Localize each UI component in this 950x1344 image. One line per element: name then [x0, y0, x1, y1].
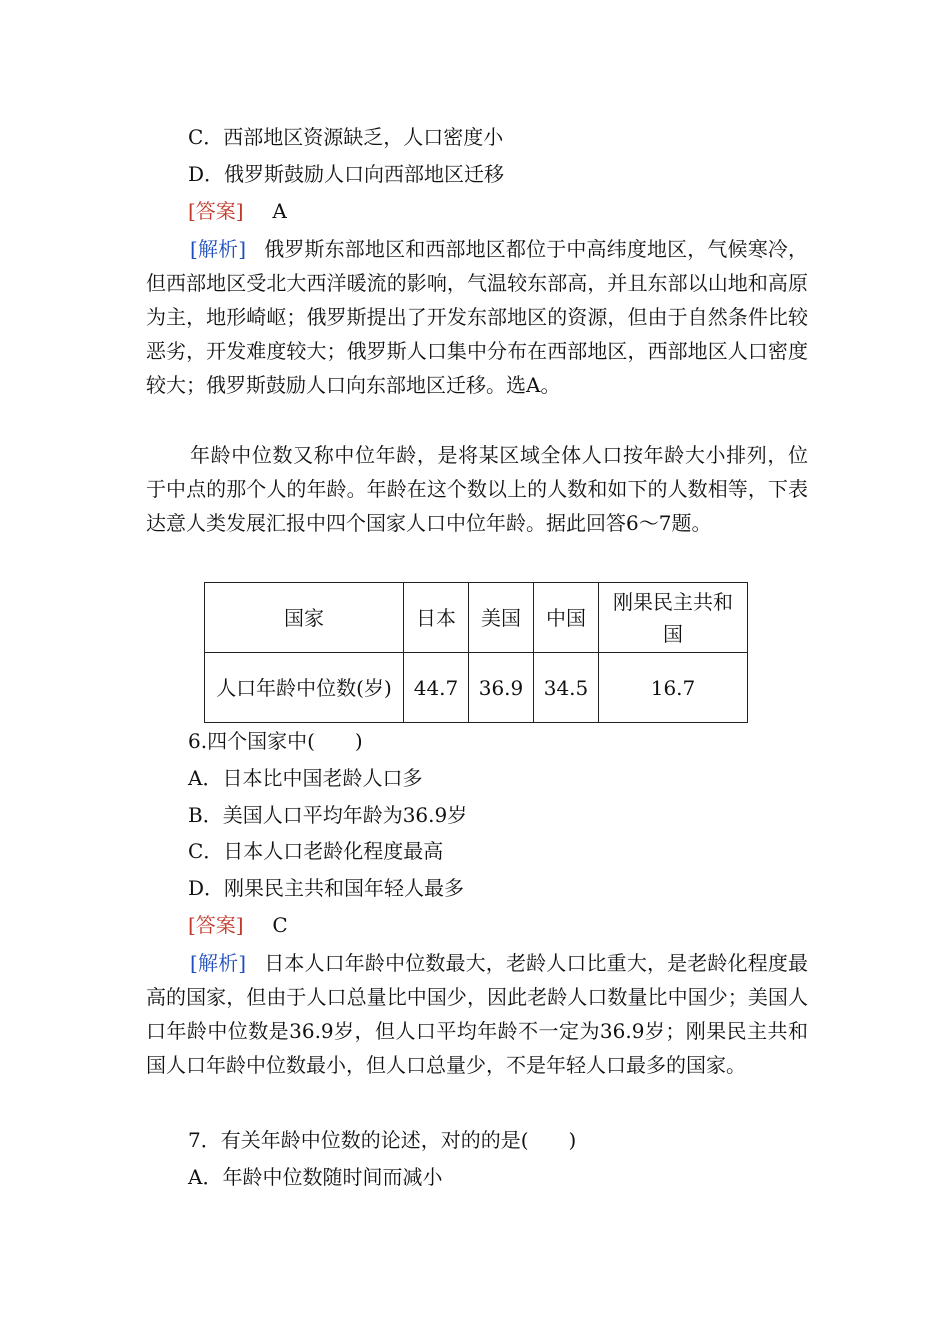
q6-option-c: C．日本人口老龄化程度最高 — [188, 839, 444, 863]
q6-option-d: D．刚果民主共和国年轻人最多 — [188, 876, 465, 900]
median-age-table — [204, 582, 748, 723]
answer-tag: [答案] — [188, 199, 244, 223]
q6-option-a: A．日本比中国老龄人口多 — [188, 766, 423, 790]
table-value-drc: 16.7 — [599, 653, 748, 723]
answer-value: C — [272, 913, 288, 937]
q6-explanation — [146, 946, 808, 1082]
explanation-text: 俄罗斯东部地区和西部地区都位于中高纬度地区，气候寒冷，但西部地区受北大西洋暖流的影响，气温较东部高，并且东部以山地和高原为主，地形崎岖；俄罗斯提出了开发东部地区的资源，但由于自然条件比较恶劣，开发难度较大；俄罗斯人口集中分布在西部地区，西部地区人口密度较大；俄罗斯鼓励人口向东部地区迁移。选A。 — [146, 237, 808, 397]
q5-explanation — [146, 232, 808, 402]
answer-tag: [答案] — [188, 913, 244, 937]
q6-option-b: B．美国人口平均年龄为36.9岁 — [188, 803, 468, 827]
q5-answer — [188, 196, 287, 226]
q6-stem: 6.四个国家中( ) — [188, 729, 363, 753]
explanation-text: 日本人口年龄中位数最大，老龄人口比重大，是老龄化程度最高的国家，但由于人口总量比中国少，因此老龄人口数量比中国少；美国人口年龄中位数是36.9岁，但人口平均年龄不一定为36.9岁；刚果民主共和国人口年龄中位数最小，但人口总量少，不是年轻人口最多的国家。 — [146, 951, 808, 1077]
explanation-tag: [解析] — [190, 951, 247, 975]
table-value-japan: 44.7 — [404, 653, 469, 723]
q5-option-c: C．西部地区资源缺乏，人口密度小 — [188, 125, 504, 149]
table-value-china: 34.5 — [534, 653, 599, 723]
table-value-row — [205, 653, 748, 723]
q6-answer — [188, 910, 288, 940]
q5-option-d: D．俄罗斯鼓励人口向西部地区迁移 — [188, 162, 505, 186]
table-country-drc: 刚果民主共和国 — [599, 583, 748, 653]
table-country-japan: 日本 — [404, 583, 469, 653]
table-header-label: 国家 — [205, 583, 404, 653]
table-country-usa: 美国 — [469, 583, 534, 653]
table-header-row — [205, 583, 748, 653]
intro-paragraph: 年龄中位数又称中位年龄，是将某区域全体人口按年龄大小排列，位于中点的那个人的年龄。年龄在这个数以上的人数和如下的人数相等，下表达意人类发展汇报中四个国家人口中位年龄。据此回答6～7题。 — [146, 443, 808, 535]
table-value-usa: 36.9 — [469, 653, 534, 723]
table-country-china: 中国 — [534, 583, 599, 653]
explanation-tag: [解析] — [190, 237, 247, 261]
q7-stem: 7．有关年龄中位数的论述，对的的是( ) — [188, 1128, 577, 1152]
answer-value: A — [272, 199, 287, 223]
q7-option-a: A．年龄中位数随时间而减小 — [188, 1165, 443, 1189]
table-row-label: 人口年龄中位数(岁) — [205, 653, 404, 723]
